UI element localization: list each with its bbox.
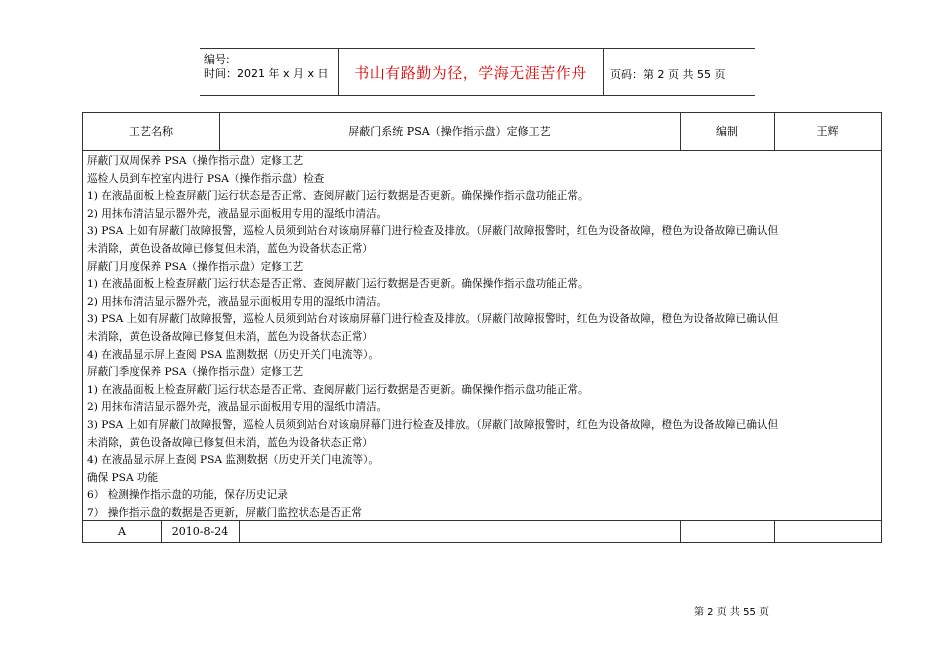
- header-bottom-rule: [200, 95, 755, 96]
- process-name-label: 工艺名称: [129, 125, 173, 138]
- column-divider: [239, 521, 240, 543]
- content-line: 屏蔽门月度保养 PSA（操作指示盘）定修工艺: [87, 260, 304, 273]
- content-line: 1) 在液晶面板上检查屏蔽门运行状态是否正常、查阅屏蔽门运行数据是否更新。确保操作指示盘功能正常。: [87, 190, 589, 203]
- content-line: 4) 在液晶显示屏上查阅 PSA 监测数据（历史开关门电流等）。: [87, 454, 379, 467]
- number-label: 编号:: [204, 53, 230, 66]
- time-label: 时间：2021 年 x 月 x 日: [204, 67, 329, 80]
- content-line: 未消除，黄色设备故障已修复但未消，蓝色为设备状态正常）: [87, 330, 374, 343]
- content-line: 屏蔽门季度保养 PSA（操作指示盘）定修工艺: [87, 366, 304, 379]
- version-cell: A: [118, 525, 126, 538]
- content-line: 2) 用抹布清洁显示器外壳，液晶显示面板用专用的湿纸巾清洁。: [87, 295, 388, 308]
- content-line: 3) PSA 上如有屏蔽门故障报警，巡检人员须到站台对该扇屏幕门进行检查及排放。（屏蔽门故障报警时，红色为设备故障，橙色为设备故障已确认但: [87, 418, 779, 431]
- content-line: 1) 在液晶面板上检查屏蔽门运行状态是否正常、查阅屏蔽门运行数据是否更新。确保操作指示盘功能正常。: [87, 278, 589, 291]
- content-line: 未消除，黄色设备故障已修复但未消，蓝色为设备状态正常）: [87, 436, 374, 449]
- content-line: 未消除，黄色设备故障已修复但未消，蓝色为设备状态正常）: [87, 242, 374, 255]
- editor-name: 王辉: [816, 125, 839, 138]
- content-line: 4) 在液晶显示屏上查阅 PSA 监测数据（历史开关门电流等）。: [87, 348, 379, 361]
- motto: 书山有路勤为径，学海无涯苦作舟: [354, 64, 587, 82]
- column-divider: [774, 521, 775, 543]
- content-line: 2) 用抹布清洁显示器外壳，液晶显示面板用专用的湿纸巾清洁。: [87, 401, 388, 414]
- editor-label: 编制: [716, 125, 738, 138]
- content-line: 3) PSA 上如有屏蔽门故障报警，巡检人员须到站台对该扇屏幕门进行检查及排放。（屏蔽门故障报警时，红色为设备故障，橙色为设备故障已确认但: [87, 225, 779, 238]
- date-cell: 2010-8-24: [171, 525, 229, 538]
- header-top-rule: [200, 48, 755, 49]
- process-content: [87, 153, 877, 522]
- process-name: 屏蔽门系统 PSA（操作指示盘）定修工艺: [348, 125, 551, 138]
- content-line: 屏蔽门双周保养 PSA（操作指示盘）定修工艺: [87, 155, 304, 167]
- content-line: 确保 PSA 功能: [87, 471, 159, 484]
- page-number-label: 页码：第 2 页 共 55 页: [610, 68, 726, 81]
- content-line: 3) PSA 上如有屏蔽门故障报警，巡检人员须到站台对该扇屏幕门进行检查及排放。（屏蔽门故障报警时，红色为设备故障，橙色为设备故障已确认但: [87, 313, 779, 326]
- process-table: [82, 112, 882, 543]
- content-line: 6） 检测操作指示盘的功能，保存历史记录: [87, 489, 288, 502]
- column-divider: [680, 521, 681, 543]
- page-footer: 第 2 页 共 55 页: [694, 607, 769, 618]
- table-header-row: [83, 113, 881, 151]
- content-line: 巡检人员到车控室内进行 PSA（操作指示盘）检查: [87, 172, 325, 185]
- table-footer-row: [83, 520, 881, 543]
- header-divider: [603, 48, 604, 96]
- page-header: [200, 48, 755, 96]
- content-line: 1) 在液晶面板上检查屏蔽门运行状态是否正常、查阅屏蔽门运行数据是否更新。确保操作指示盘功能正常。: [87, 383, 589, 396]
- content-line: 2) 用抹布清洁显示器外壳，液晶显示面板用专用的湿纸巾清洁。: [87, 207, 388, 220]
- content-line: 7） 操作指示盘的数据是否更新，屏蔽门监控状态是否正常: [87, 506, 362, 519]
